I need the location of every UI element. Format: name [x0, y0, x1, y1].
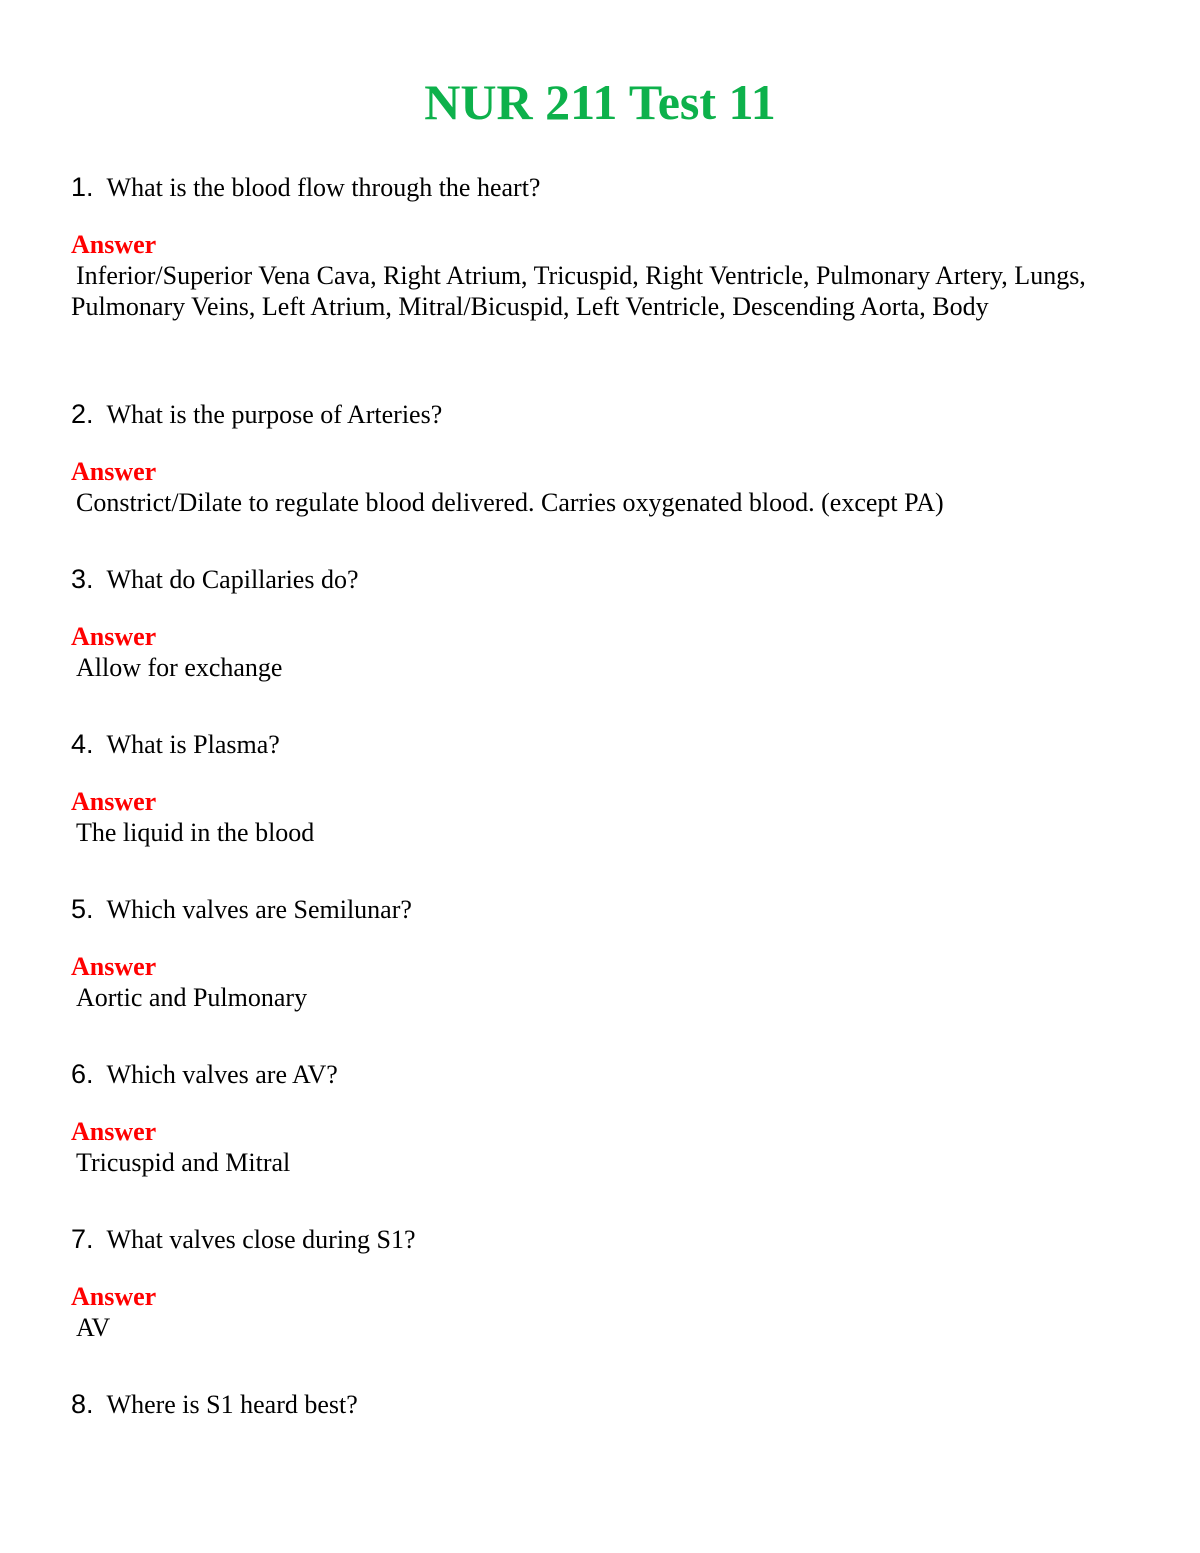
question-item-8 — [71, 1387, 1131, 1421]
question-line — [71, 170, 1131, 204]
answer-text: Inferior/Superior Vena Cava, Right Atrium, Tricuspid, Right Ventricle, Pulmonary Artery, Lungs, Pulmonary Veins, Left Atrium, Mitral/Bicuspid, Left Ventricle, Descending Aorta, Body — [71, 261, 1086, 321]
question-text: Which valves are Semilunar? — [106, 895, 412, 924]
answer-text: Allow for exchange — [76, 653, 283, 682]
question-number: 1. — [71, 172, 94, 202]
answer-label: Answer — [71, 1117, 157, 1146]
answer-text: The liquid in the blood — [76, 818, 315, 847]
question-line — [71, 1222, 1131, 1256]
question-item-6 — [71, 1057, 1131, 1178]
question-line — [71, 727, 1131, 761]
answer-text: Aortic and Pulmonary — [76, 983, 308, 1012]
question-line — [71, 892, 1131, 926]
question-text: What is the purpose of Arteries? — [106, 400, 443, 429]
answer-label: Answer — [71, 787, 157, 816]
answer-label: Answer — [71, 952, 157, 981]
question-item-3 — [71, 562, 1131, 683]
question-line — [71, 397, 1131, 431]
question-line — [71, 1387, 1131, 1421]
question-item-4 — [71, 727, 1131, 848]
question-text: What do Capillaries do? — [106, 565, 359, 594]
question-number: 5. — [71, 894, 94, 924]
question-item-2 — [71, 397, 1131, 518]
question-text: Where is S1 heard best? — [106, 1390, 358, 1419]
question-item-7 — [71, 1222, 1131, 1343]
question-item-5 — [71, 892, 1131, 1013]
answer-label: Answer — [71, 1282, 157, 1311]
answer-label: Answer — [71, 457, 157, 486]
question-number: 8. — [71, 1389, 94, 1419]
question-text: What is Plasma? — [106, 730, 280, 759]
question-number: 2. — [71, 399, 94, 429]
answer-text: Tricuspid and Mitral — [76, 1148, 291, 1177]
question-text: What valves close during S1? — [106, 1225, 416, 1254]
question-line — [71, 562, 1131, 596]
question-number: 6. — [71, 1059, 94, 1089]
answer-label: Answer — [71, 230, 157, 259]
document-title: NUR 211 Test 11 — [424, 74, 776, 130]
question-number: 4. — [71, 729, 94, 759]
answer-label: Answer — [71, 622, 157, 651]
answer-text: Constrict/Dilate to regulate blood delivered. Carries oxygenated blood. (except PA) — [76, 488, 944, 517]
answer-text: AV — [76, 1313, 111, 1342]
question-text: What is the blood flow through the heart? — [106, 173, 541, 202]
question-text: Which valves are AV? — [106, 1060, 338, 1089]
question-number: 7. — [71, 1224, 94, 1254]
question-item-1 — [71, 170, 1131, 322]
question-line — [71, 1057, 1131, 1091]
question-number: 3. — [71, 564, 94, 594]
